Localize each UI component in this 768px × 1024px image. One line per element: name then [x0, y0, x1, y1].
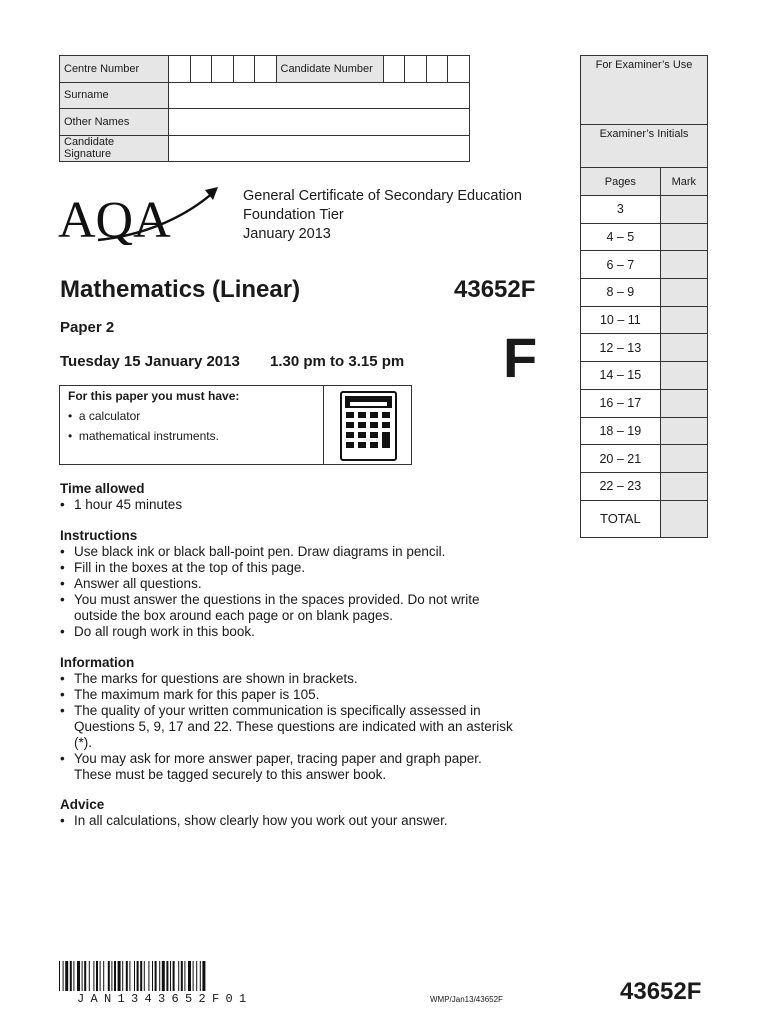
mark-cell[interactable] [660, 279, 707, 307]
requirement-item: • mathematical instruments. [68, 429, 219, 443]
barcode-bar [93, 961, 94, 991]
requirements-box [59, 385, 412, 465]
section-heading: Advice [60, 797, 105, 812]
barcode-bar [108, 961, 110, 991]
examiner-use-label: For Examiner’s Use [595, 59, 693, 71]
barcode-bar [162, 961, 165, 991]
pages-cell: 20 – 21 [581, 445, 660, 473]
paper-code: 43652F [454, 276, 536, 303]
barcode-bar [137, 961, 139, 991]
list-item: • Fill in the boxes at the top of this page. [60, 560, 520, 576]
surname-label: Surname [60, 82, 169, 109]
candidate-number-box[interactable] [405, 56, 427, 83]
candidate-number-box[interactable] [448, 56, 470, 83]
mark-cell[interactable] [660, 362, 707, 390]
total-label: TOTAL [581, 500, 660, 537]
pages-cell: 4 – 5 [581, 223, 660, 251]
mark-cell[interactable] [660, 389, 707, 417]
exam-time: 1.30 pm to 3.15 pm [270, 353, 405, 370]
pages-cell: 18 – 19 [581, 417, 660, 445]
pages-cell: 22 – 23 [581, 472, 660, 500]
requirement-item: • a calculator [68, 409, 141, 423]
barcode-bar [100, 961, 101, 991]
barcode-bar [65, 961, 68, 991]
marks-table [581, 167, 707, 537]
pages-cell: 16 – 17 [581, 389, 660, 417]
pages-cell: 12 – 13 [581, 334, 660, 362]
qualification-line: General Certificate of Secondary Education [243, 188, 522, 204]
logo-text: AQA [58, 192, 171, 245]
paper-number: Paper 2 [60, 319, 115, 336]
mark-cell[interactable] [660, 251, 707, 279]
pages-cell: 8 – 9 [581, 279, 660, 307]
list-item: • 1 hour 45 minutes [60, 497, 182, 513]
barcode-bar [126, 961, 128, 991]
barcode-bar [122, 961, 123, 991]
qualification-block [243, 187, 522, 244]
examiner-panel [580, 55, 708, 538]
barcode-bar [144, 961, 145, 991]
surname-field[interactable] [169, 82, 470, 109]
mark-cell[interactable] [660, 223, 707, 251]
mark-cell[interactable] [660, 334, 707, 362]
list-item: • The quality of your written communication is specifically assessed in Questions 5, 9, 17 and 22. These questions are indicated with an asterisk (*). [60, 703, 520, 751]
barcode-bar [166, 961, 168, 991]
barcode-bar [155, 961, 157, 991]
pages-cell: 6 – 7 [581, 251, 660, 279]
candidate-number-box[interactable] [383, 56, 405, 83]
barcode-bar [118, 961, 121, 991]
list-item: • Do all rough work in this book. [60, 624, 520, 640]
calculator-panel [323, 386, 413, 465]
list-item: • You must answer the questions in the spaces provided. Do not write outside the box around each page or on blank pages. [60, 592, 520, 624]
barcode-bar [181, 961, 183, 991]
section-heading: Instructions [60, 528, 138, 543]
instructions-section [60, 528, 520, 640]
mark-cell[interactable] [660, 417, 707, 445]
exam-date: Tuesday 15 January 2013 [60, 353, 240, 370]
centre-number-box[interactable] [169, 56, 191, 83]
pages-header: Pages [581, 168, 660, 196]
barcode-bar [111, 961, 112, 991]
barcode-bar [178, 961, 179, 991]
other-names-field[interactable] [169, 109, 470, 136]
barcode-bar [170, 961, 171, 991]
centre-number-box[interactable] [233, 56, 255, 83]
candidate-details-table [59, 55, 470, 162]
signature-field[interactable] [169, 135, 470, 162]
barcode-bar [129, 961, 130, 991]
barcode-bar [202, 961, 205, 991]
information-section [60, 655, 520, 783]
centre-number-box[interactable] [212, 56, 234, 83]
barcode-bar [103, 961, 104, 991]
session-line: January 2013 [243, 226, 331, 242]
barcode-bar [200, 961, 201, 991]
pages-cell: 10 – 11 [581, 306, 660, 334]
calculator-icon [324, 386, 413, 465]
list-item: • The marks for questions are shown in brackets. [60, 671, 520, 687]
barcode-text: JAN1343652F01 [77, 992, 253, 1006]
other-names-label: Other Names [60, 109, 169, 136]
barcode-bar [184, 961, 185, 991]
barcode-bar [59, 961, 60, 991]
barcode-bar [134, 961, 135, 991]
barcode-bar [173, 961, 175, 991]
barcode-bar [96, 961, 98, 991]
barcode-bar [152, 961, 153, 991]
list-item: • Use black ink or black ball-point pen. Draw diagrams in pencil. [60, 544, 520, 560]
barcode-bar [73, 961, 74, 991]
tier-letter: F [503, 326, 538, 389]
tier-line: Foundation Tier [243, 207, 344, 223]
advice-section [60, 797, 520, 829]
list-item: • Answer all questions. [60, 576, 520, 592]
barcode-bar [63, 961, 64, 991]
barcode-bar [188, 961, 191, 991]
barcode-bar [77, 961, 80, 991]
centre-number-label: Centre Number [60, 56, 169, 83]
candidate-number-label: Candidate Number [276, 56, 383, 83]
time-allowed-section [60, 481, 182, 513]
mark-header: Mark [660, 168, 707, 196]
requirements-heading: For this paper you must have: [68, 389, 240, 403]
signature-label: Candidate Signature [60, 135, 169, 162]
footer-paper-code: 43652F [620, 978, 702, 1005]
barcode [59, 961, 321, 996]
barcode-bar [84, 961, 86, 991]
examiner-initials-label: Examiner’s Initials [581, 124, 707, 167]
centre-number-box[interactable] [190, 56, 212, 83]
pages-cell: 3 [581, 196, 660, 224]
barcode-bar [82, 961, 83, 991]
list-item: • You may ask for more answer paper, tracing paper and graph paper. These must be tagged securely to this answer book. [60, 751, 520, 783]
centre-number-box[interactable] [255, 56, 277, 83]
section-heading: Information [60, 655, 135, 670]
barcode-bar [89, 961, 90, 991]
total-mark-cell[interactable] [660, 500, 707, 537]
pages-cell: 14 – 15 [581, 362, 660, 390]
mark-cell[interactable] [660, 196, 707, 224]
barcode-bar [148, 961, 149, 991]
barcode-bar [70, 961, 72, 991]
section-heading: Time allowed [60, 481, 145, 496]
barcode-bar [159, 961, 160, 991]
barcode-bar [196, 961, 197, 991]
candidate-number-box[interactable] [426, 56, 448, 83]
mark-cell[interactable] [660, 445, 707, 473]
list-item: • In all calculations, show clearly how you work out your answer. [60, 813, 520, 829]
mark-cell[interactable] [660, 472, 707, 500]
barcode-bar [140, 961, 142, 991]
barcode-bar [193, 961, 194, 991]
list-item: • The maximum mark for this paper is 105. [60, 687, 520, 703]
paper-title: Mathematics (Linear) [60, 276, 301, 303]
document-reference: WMP/Jan13/43652F [430, 995, 503, 1004]
aqa-logo [58, 185, 223, 250]
barcode-bar [114, 961, 116, 991]
mark-cell[interactable] [660, 306, 707, 334]
